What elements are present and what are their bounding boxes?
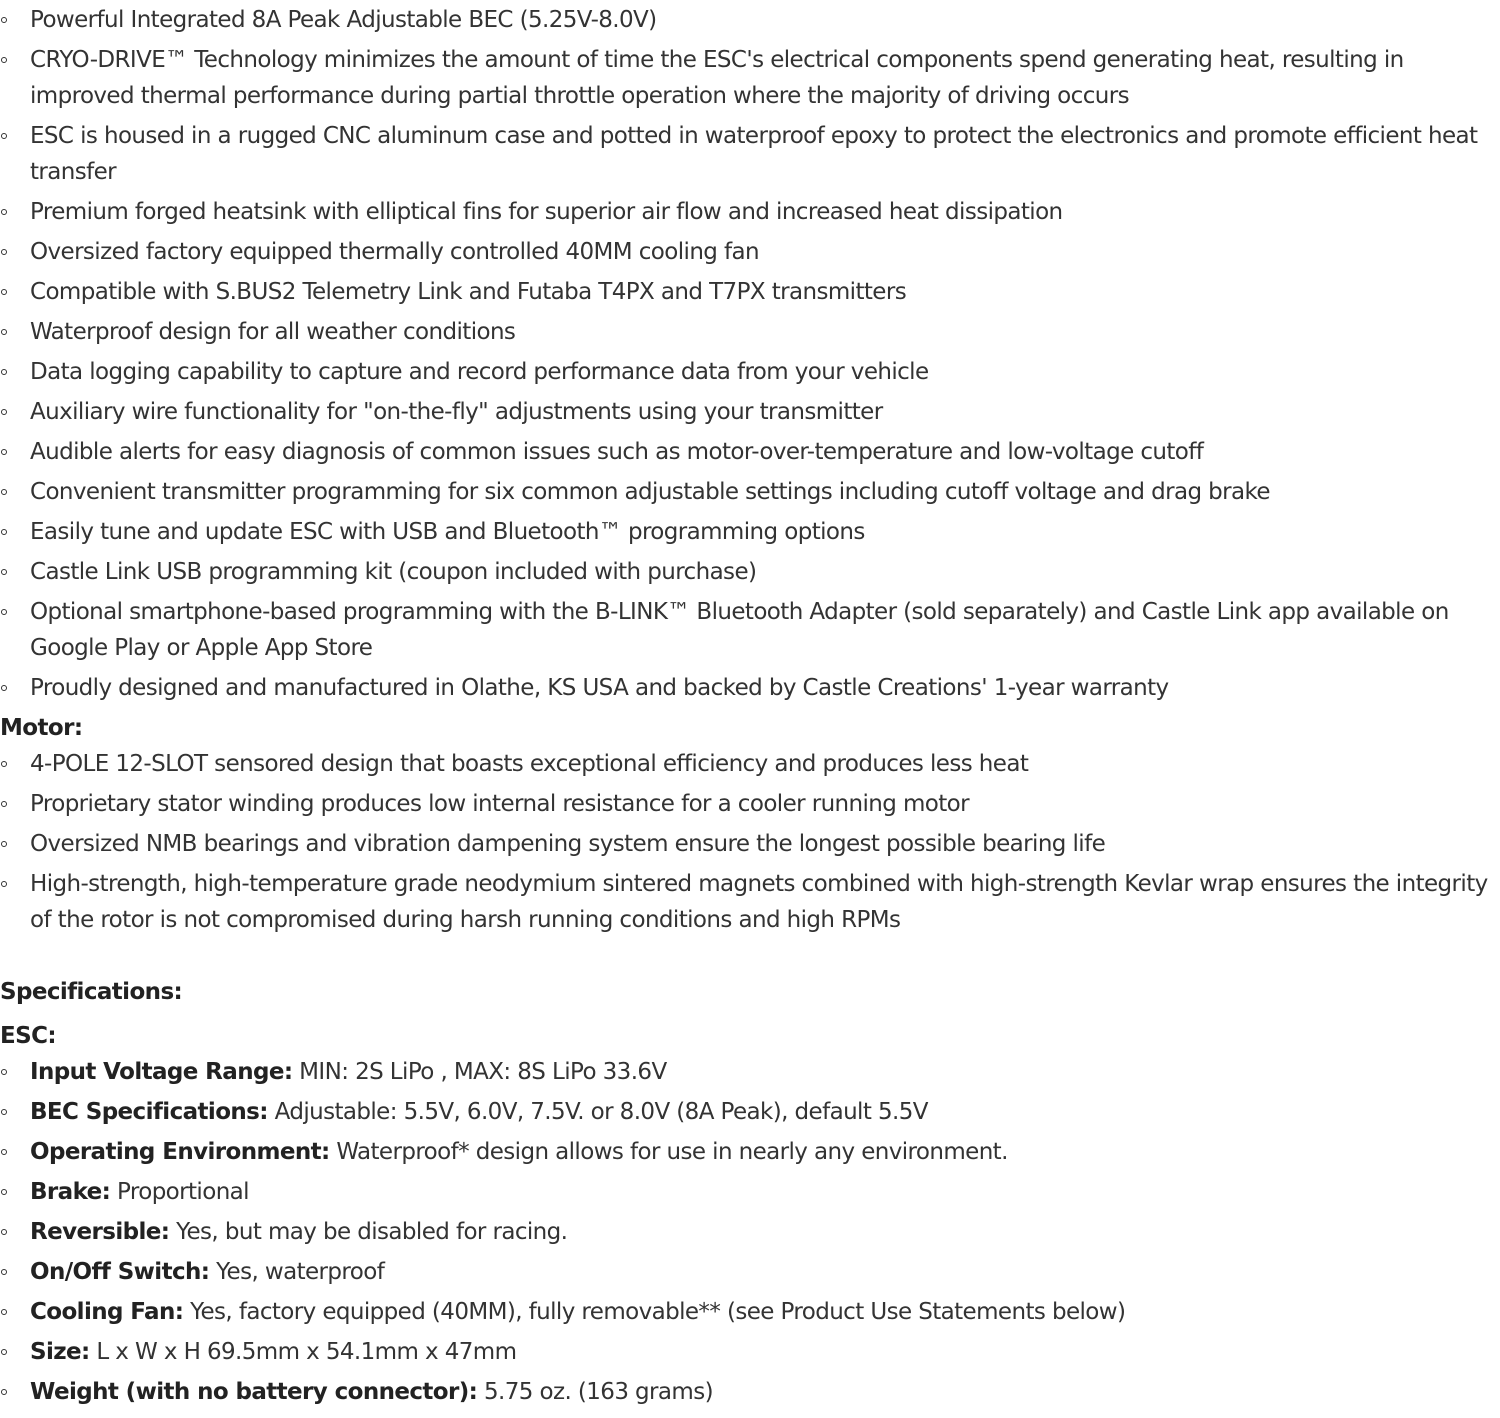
spec-label: Brake: (30, 1179, 111, 1205)
list-item (0, 670, 1500, 706)
list-item (0, 746, 1500, 782)
bullet-icon (1, 1069, 7, 1075)
list-item (0, 194, 1500, 230)
bullet-icon (1, 449, 7, 455)
feature-text: Powerful Integrated 8A Peak Adjustable BEC (5.25V-8.0V) (30, 7, 657, 33)
motor-text: Oversized NMB bearings and vibration dampening system ensure the longest possible bearing life (30, 831, 1106, 857)
motor-heading: Motor: (0, 715, 83, 741)
feature-text: Audible alerts for easy diagnosis of common issues such as motor-over-temperature and low-voltage cutoff (30, 439, 1204, 465)
bullet-icon (1, 209, 7, 215)
feature-text: Convenient transmitter programming for six common adjustable settings including cutoff voltage and drag brake (30, 479, 1270, 505)
spec-value: Adjustable: 5.5V, 6.0V, 7.5V. or 8.0V (8A Peak), default 5.5V (274, 1099, 928, 1125)
list-item (0, 594, 1500, 666)
spec-item (0, 1054, 1500, 1090)
feature-list (0, 2, 1500, 706)
list-item (0, 786, 1500, 822)
spec-label: Reversible: (30, 1219, 170, 1245)
motor-text: Proprietary stator winding produces low internal resistance for a cooler running motor (30, 791, 969, 817)
bullet-icon (1, 841, 7, 847)
spec-label: Size: (30, 1339, 90, 1365)
spec-item (0, 1094, 1500, 1130)
bullet-icon (1, 761, 7, 767)
bullet-icon (1, 1389, 7, 1395)
bullet-icon (1, 289, 7, 295)
spec-item (0, 1134, 1500, 1170)
bullet-icon (1, 249, 7, 255)
spec-list (0, 1054, 1500, 1410)
spec-value: Yes, waterproof (216, 1259, 385, 1285)
bullet-icon (1, 329, 7, 335)
feature-text: CRYO-DRIVE™ Technology minimizes the amount of time the ESC's electrical components spend generating heat, resulting in improved thermal performance during partial throttle operation where the majority of driving occurs (30, 47, 1404, 109)
spec-label: Cooling Fan: (30, 1299, 184, 1325)
list-item (0, 554, 1500, 590)
bullet-icon (1, 1149, 7, 1155)
bullet-icon (1, 569, 7, 575)
list-item (0, 434, 1500, 470)
feature-text: Data logging capability to capture and record performance data from your vehicle (30, 359, 929, 385)
feature-text: Oversized factory equipped thermally controlled 40MM cooling fan (30, 239, 759, 265)
spec-item (0, 1174, 1500, 1210)
spec-value: Proportional (117, 1179, 249, 1205)
feature-text: ESC is housed in a rugged CNC aluminum case and potted in waterproof epoxy to protect the electronics and promote efficient heat transfer (30, 123, 1478, 185)
spec-value: Yes, but may be disabled for racing. (176, 1219, 568, 1245)
spec-label: On/Off Switch: (30, 1259, 210, 1285)
feature-text: Proudly designed and manufactured in Olathe, KS USA and backed by Castle Creations' 1-year warranty (30, 675, 1169, 701)
feature-text: Easily tune and update ESC with USB and Bluetooth™ programming options (30, 519, 865, 545)
list-item (0, 514, 1500, 550)
bullet-icon (1, 1189, 7, 1195)
bullet-icon (1, 369, 7, 375)
bullet-icon (1, 489, 7, 495)
motor-list (0, 746, 1500, 938)
spec-label: Operating Environment: (30, 1139, 330, 1165)
spec-label: Input Voltage Range: (30, 1059, 293, 1085)
spec-item (0, 1334, 1500, 1370)
list-item (0, 234, 1500, 270)
feature-text: Compatible with S.BUS2 Telemetry Link and Futaba T4PX and T7PX transmitters (30, 279, 907, 305)
bullet-icon (1, 1309, 7, 1315)
feature-text: Premium forged heatsink with elliptical fins for superior air flow and increased heat dissipation (30, 199, 1063, 225)
bullet-icon (1, 685, 7, 691)
motor-text: 4-POLE 12-SLOT sensored design that boasts exceptional efficiency and produces less heat (30, 751, 1029, 777)
spec-value: Waterproof* design allows for use in nearly any environment. (336, 1139, 1008, 1165)
spec-value: Yes, factory equipped (40MM), fully removable** (see Product Use Statements below) (190, 1299, 1126, 1325)
spec-item (0, 1254, 1500, 1290)
spec-item (0, 1374, 1500, 1410)
bullet-icon (1, 133, 7, 139)
bullet-icon (1, 17, 7, 23)
spec-label: BEC Specifications: (30, 1099, 268, 1125)
list-item (0, 826, 1500, 862)
spec-value: MIN: 2S LiPo , MAX: 8S LiPo 33.6V (299, 1059, 667, 1085)
spec-label: Weight (with no battery connector): (30, 1379, 478, 1405)
bullet-icon (1, 1269, 7, 1275)
bullet-icon (1, 609, 7, 615)
bullet-icon (1, 57, 7, 63)
bullet-icon (1, 409, 7, 415)
list-item (0, 394, 1500, 430)
feature-text: Waterproof design for all weather conditions (30, 319, 516, 345)
list-item (0, 274, 1500, 310)
bullet-icon (1, 1109, 7, 1115)
feature-text: Optional smartphone-based programming with the B-LINK™ Bluetooth Adapter (sold separately) and Castle Link app available on Google Play or Apple App Store (30, 599, 1449, 661)
feature-text: Auxiliary wire functionality for "on-the-fly" adjustments using your transmitter (30, 399, 883, 425)
bullet-icon (1, 529, 7, 535)
specifications-heading: Specifications: (0, 979, 183, 1005)
motor-text: High-strength, high-temperature grade neodymium sintered magnets combined with high-strength Kevlar wrap ensures the integrity of the rotor is not compromised during harsh running conditions and high RPMs (30, 871, 1488, 933)
list-item (0, 474, 1500, 510)
spec-value: 5.75 oz. (163 grams) (483, 1379, 713, 1405)
spec-item (0, 1294, 1500, 1330)
bullet-icon (1, 801, 7, 807)
bullet-icon (1, 1229, 7, 1235)
spec-item (0, 1214, 1500, 1250)
list-item (0, 354, 1500, 390)
list-item (0, 42, 1500, 114)
feature-text: Castle Link USB programming kit (coupon included with purchase) (30, 559, 757, 585)
esc-heading: ESC: (0, 1023, 56, 1049)
list-item (0, 2, 1500, 38)
spec-value: L x W x H 69.5mm x 54.1mm x 47mm (96, 1339, 517, 1365)
list-item (0, 866, 1500, 938)
bullet-icon (1, 881, 7, 887)
list-item (0, 314, 1500, 350)
bullet-icon (1, 1349, 7, 1355)
list-item (0, 118, 1500, 190)
